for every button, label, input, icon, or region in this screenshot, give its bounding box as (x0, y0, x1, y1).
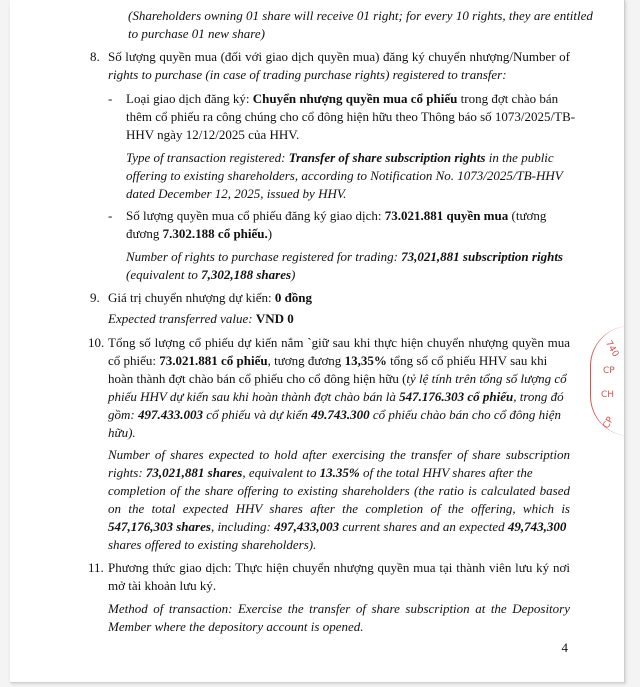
item-8-sub1-vn-line-3: HHV ngày 12/12/2025 của HHV. (126, 127, 300, 142)
item-11-vn-line-2: mở tài khoản lưu ký. (108, 578, 217, 593)
item-8-sub2-en-line-2: (equivalent to 7,302,188 shares) (126, 267, 296, 282)
item-11-vn-line-1: Phương thức giao dịch: Thực hiện chuyển nhượng quyền mua tại thành viên lưu ký nơi (108, 560, 570, 575)
item-8-sub2-vn-line-2: đương 7.302.188 cổ phiếu.) (126, 226, 273, 241)
seal-text-1: 740 (602, 339, 621, 359)
item-10-en-line-6: shares offered to existing shareholders). (108, 537, 317, 552)
item-10-vn-line-2: cổ phiếu: 73.021.881 cổ phiếu, tương đương 13,35% tổng số cổ phiếu HHV sau khi (108, 353, 548, 368)
item-8-sub1-en-line-2: offering to existing shareholders, according to Notification No. 1073/2025/TB-HHV (126, 168, 563, 183)
item-10-vn-line-5: gồm: 497.433.003 cổ phiếu và dự kiến 49.743.300 cổ phiếu chào bán cho cổ đông hiện (108, 407, 561, 422)
item-10-vn-line-4: phiếu HHV dự kiến sau khi hoàn thành đợt chào bán là 547.176.303 cổ phiếu, trong đó (108, 389, 564, 404)
item-10-en-line-5: 547,176,303 shares, including: 497,433,003 current shares and an expected 49,743,300 (108, 519, 567, 534)
item-11-en-line-2: Member where the depository account is opened. (108, 619, 364, 634)
item-8-title-line-2: rights to purchase (in case of trading purchase rights) registered to transfer: (108, 67, 507, 82)
item-8-sub1-vn-line-2: thêm cổ phiếu ra công chúng cho cổ đông hiện hữu theo Thông báo số 1073/2025/TB- (126, 109, 576, 124)
item-8-sub2-en-line-1: Number of rights to purchase registered for trading: 73,021,881 subscription rights (126, 249, 563, 264)
item-11-en-line-1: Method of transaction: Exercise the transfer of share subscription at the Depository (108, 601, 570, 616)
item-10-vn-line-6: hữu). (108, 425, 136, 440)
seal-text-4: CP (601, 415, 617, 431)
top-note-line-2: to purchase 01 new share) (128, 26, 265, 41)
item-9-vn: Giá trị chuyển nhượng dự kiến: 0 đồng (108, 290, 313, 305)
top-note-line-1: (Shareholders owning 01 share will receive 01 right; for every 10 rights, they are entitled (128, 8, 593, 23)
seal-text-2: CP (603, 366, 615, 376)
seal-text-3: CH (601, 390, 615, 400)
item-10-vn-line-3: hoàn thành đợt chào bán cổ phiếu cho cổ đông hiện hữu (tỷ lệ tính trên tổng số lượng cổ (108, 371, 567, 386)
item-8-sub1-en-line-1: Type of transaction registered: Transfer of share subscription rights in the public (126, 150, 554, 165)
item-8-sub1-en-line-3: dated December 12, 2025, issued by HHV. (126, 186, 347, 201)
item-8-number: 8. (90, 49, 100, 64)
item-8-sub1-vn-line-1: Loại giao dịch đăng ký: Chuyển nhượng quyền mua cổ phiếu trong đợt chào bán (126, 91, 559, 106)
item-9-number: 9. (90, 290, 100, 305)
item-8-sub1-dash: - (108, 91, 113, 106)
item-10-vn-line-1: Tổng số lượng cổ phiếu dự kiến nắm `giữ sau khi thực hiện chuyển nhượng quyền mua (108, 335, 570, 350)
company-seal-fragment (590, 326, 625, 436)
page-number: 4 (561, 640, 568, 655)
item-11-number: 11. (88, 560, 104, 575)
item-9-en: Expected transferred value: VND 0 (108, 311, 294, 326)
item-8-title-line-1: Số lượng quyền mua (đối với giao dịch quyền mua) đăng ký chuyển nhượng/Number of (108, 49, 570, 64)
item-10-number: 10. (88, 335, 105, 350)
item-8-sub2-vn-line-1: Số lượng quyền mua cổ phiếu đăng ký giao dịch: 73.021.881 quyền mua (tương (126, 208, 547, 223)
item-10-en-line-4: on the total expected HHV shares after the completion of the offering, which is (108, 501, 570, 516)
item-10-en-line-2: rights: 73,021,881 shares, equivalent to 13.35% of the total HHV shares after the (108, 465, 533, 480)
item-10-en-line-3: completion of the share offering to existing shareholders (the ratio is calculated based (108, 483, 570, 498)
document-page (10, 0, 625, 683)
item-10-en-line-1: Number of shares expected to hold after exercising the transfer of share subscription (108, 447, 570, 462)
item-8-sub2-dash: - (108, 208, 113, 223)
